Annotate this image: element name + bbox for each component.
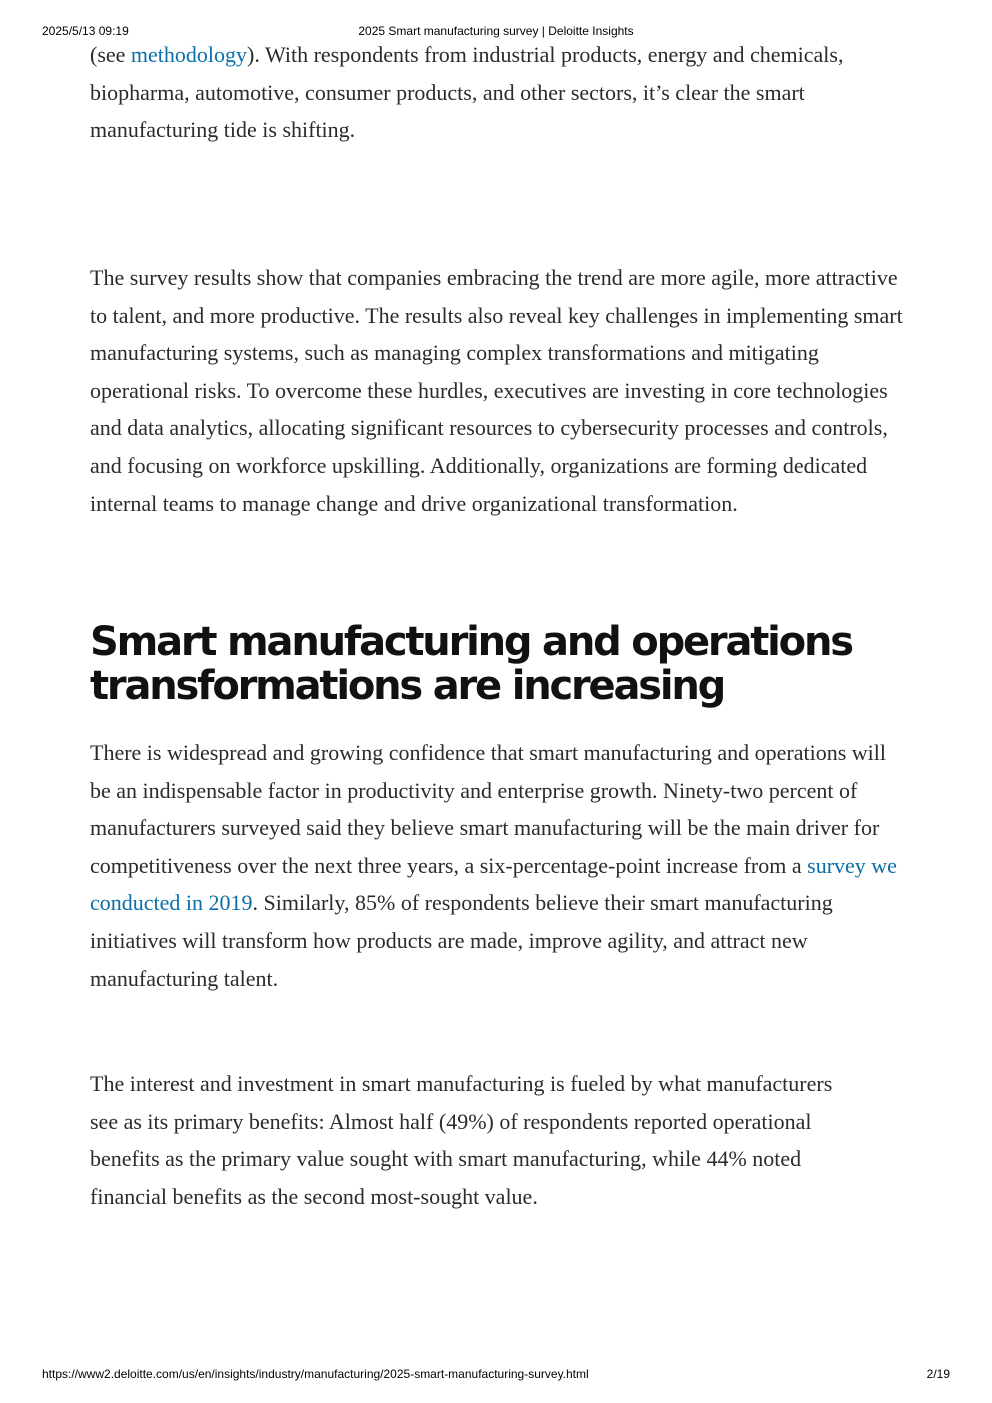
methodology-link[interactable]: methodology: [130, 42, 248, 67]
paragraph-confidence: [90, 734, 910, 997]
print-datetime: 2025/5/13 09:19: [42, 24, 129, 38]
paragraph-prefix: There is widespread and growing confidence that smart manufacturing and operations will be an indispensable factor in productivity and enterprise growth. Ninety-two percent of manufacturers surveyed said they believe smart manufacturing will be the main driver for competitiveness over the next three years, a six-percentage-point increase from a: [90, 740, 887, 878]
paragraph-prefix: (see: [90, 42, 131, 67]
paragraph-suffix: ). With respondents from industrial products, energy and chemicals, biopharma, automotive, consumer products, and other sectors, it’s clear the smart manufacturing tide is shifting.: [90, 42, 844, 143]
paragraph-intro-continued: [90, 36, 910, 149]
print-footer: [0, 1367, 992, 1383]
paragraph-suffix: . Similarly, 85% of respondents believe their smart manufacturing initiatives will transform how products are made, improve agility, and attract new manufacturing talent.: [90, 890, 833, 991]
section-heading: Smart manufacturing and operations transformations are increasing: [90, 619, 852, 709]
paragraph-survey-results: The survey results show that companies embracing the trend are more agile, more attractive to talent, and more productive. The results also reveal key challenges in implementing smart manufacturing systems, such as managing complex transformations and mitigating operational risks. To overcome these hurdles, executives are investing in core technologies and data analytics, allocating significant resources to cybersecurity processes and controls, and focusing on workforce upskilling. Additionally, organizations are forming dedicated internal teams to manage change and drive organizational transformation.: [90, 265, 903, 516]
survey-2019-link[interactable]: survey we conducted in 2019: [90, 852, 897, 916]
print-page-number: 2/19: [926, 1367, 950, 1381]
print-page-title: 2025 Smart manufacturing survey | Deloitte Insights: [358, 24, 634, 38]
print-page-url: https://www2.deloitte.com/us/en/insights/industry/manufacturing/2025-smart-manufacturing-survey.html: [42, 1367, 589, 1381]
paragraph-benefits: The interest and investment in smart manufacturing is fueled by what manufacturers see as its primary benefits: Almost half (49%) of respondents reported operational benefits as the primary value sought with smart manufacturing, while 44% noted financial benefits as the second most-sought value.: [90, 1071, 833, 1209]
